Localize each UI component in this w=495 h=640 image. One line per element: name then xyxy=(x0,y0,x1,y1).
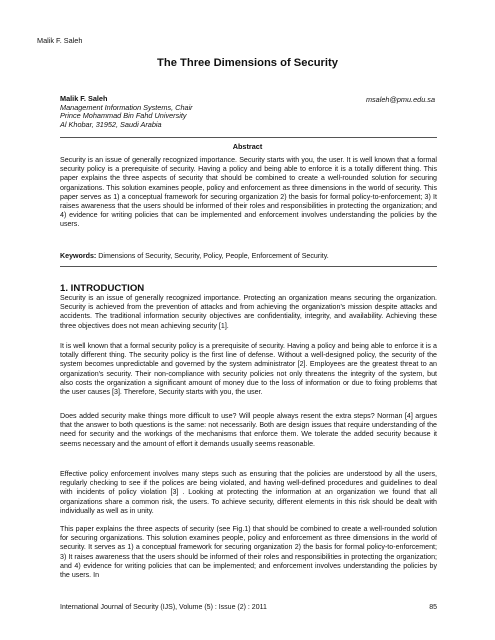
page-number: 85 xyxy=(429,604,437,611)
intro-paragraph: It is well known that a formal security policy is a prerequisite of security. Having a policy and being able to enforce it is a totally different thing. The security policy is the first line of defense. Without a well-designed policy, the security of the system becomes unpredictable and governed by the system administrator [2]. Employees are the greatest threat to an organization's security. Their non-compliance with security policies not only threatens the integrity of the system, but also costs the organization a significant amount of money due to the loss of information or due to fixing problems that the user causes [3]. Therefore, Security starts with you, the user. xyxy=(60,342,437,397)
divider-bottom xyxy=(60,266,437,267)
author-department: Management Information Systems, Chair xyxy=(60,102,193,112)
keywords-line xyxy=(60,252,437,261)
journal-citation: International Journal of Security (IJS), Volume (5) : Issue (2) : 2011 xyxy=(60,604,267,611)
keywords-label: Keywords: xyxy=(60,252,97,260)
divider-top xyxy=(60,137,437,138)
intro-paragraph: Does added security make things more difficult to use? Will people always resent the extra steps? Norman [4] argues that the answer to both questions is the same: not necessarily. Both are design issues that require understanding of the need for security and the workings of the mechanisms that enforce them. We tolerate the added security because it seems necessary and the amount of effort it demands usually seems reasonable. xyxy=(60,412,437,448)
keywords-text: Dimensions of Security, Security, Policy, People, Enforcement of Security. xyxy=(98,252,329,260)
abstract-heading: Abstract xyxy=(232,142,263,151)
abstract-text: Security is an issue of generally recognized importance. Security starts with you, the user. It is well known that a formal security policy is a prerequisite of security. Having a policy and being able to enforce it is a totally different thing. This paper explains the three aspects of security that should be combined to create a well-rounded solution for securing organizations. This solution examines people, policy and enforcement as three dimensions in the world of security. This paper serves as 1) a conceptual framework for securing organization 2) the basis for formal policy-to-enforcement; 3) It raises awareness that the users should be informed of their roles and responsibilities in protecting the organization; and 4) evidence for writing policies that can be implemented and enforcement involves understanding the policies by the users. xyxy=(60,156,437,229)
intro-paragraph: Security is an issue of generally recognized importance. Protecting an organization means securing the organization. Security is achieved from the prevention of attacks and from achieving the organization's mission despite attacks and accidents. The traditional information security objectives are confidentiality, integrity, and availability. Achieving these three objectives does not mean achieving security [1]. xyxy=(60,294,437,330)
author-name: Malik F. Saleh xyxy=(60,94,108,103)
author-university: Prince Mohammad Bin Fahd University xyxy=(60,111,187,121)
intro-paragraph: Effective policy enforcement involves many steps such as ensuring that the policies are understood by all the users, regularly checking to see if the polices are being violated, and having well-defined procedures and guidelines to deal with incidents of policy violation [3] . Looking at protecting the information at an organization we found that all organizations share a common risk, the users. To achieve security, different elements in this risk should be dealt with individually as well as in unity. xyxy=(60,470,437,515)
running-head: Malik F. Saleh xyxy=(37,36,83,45)
author-address: Al Khobar, 31952, Saudi Arabia xyxy=(60,119,162,129)
paper-title: The Three Dimensions of Security xyxy=(157,57,338,69)
author-email: msaleh@pmu.edu.sa xyxy=(365,95,435,104)
intro-paragraph: This paper explains the three aspects of security (see Fig.1) that should be combined to create a well-rounded solution for securing organizations. This solution examines people, policy and enforcement as three dimensions in the world of security. It serves as 1) a conceptual framework for securing organization 2) the basis for formal policy-to-enforcement; 3) It raises awareness that the users should be informed of their roles and responsibilities in protecting the organization; and 4) evidence for writing policies that can be implemented; and enforcement involves understanding the policies by the users. In xyxy=(60,525,437,580)
section-heading: 1. INTRODUCTION xyxy=(60,283,145,294)
